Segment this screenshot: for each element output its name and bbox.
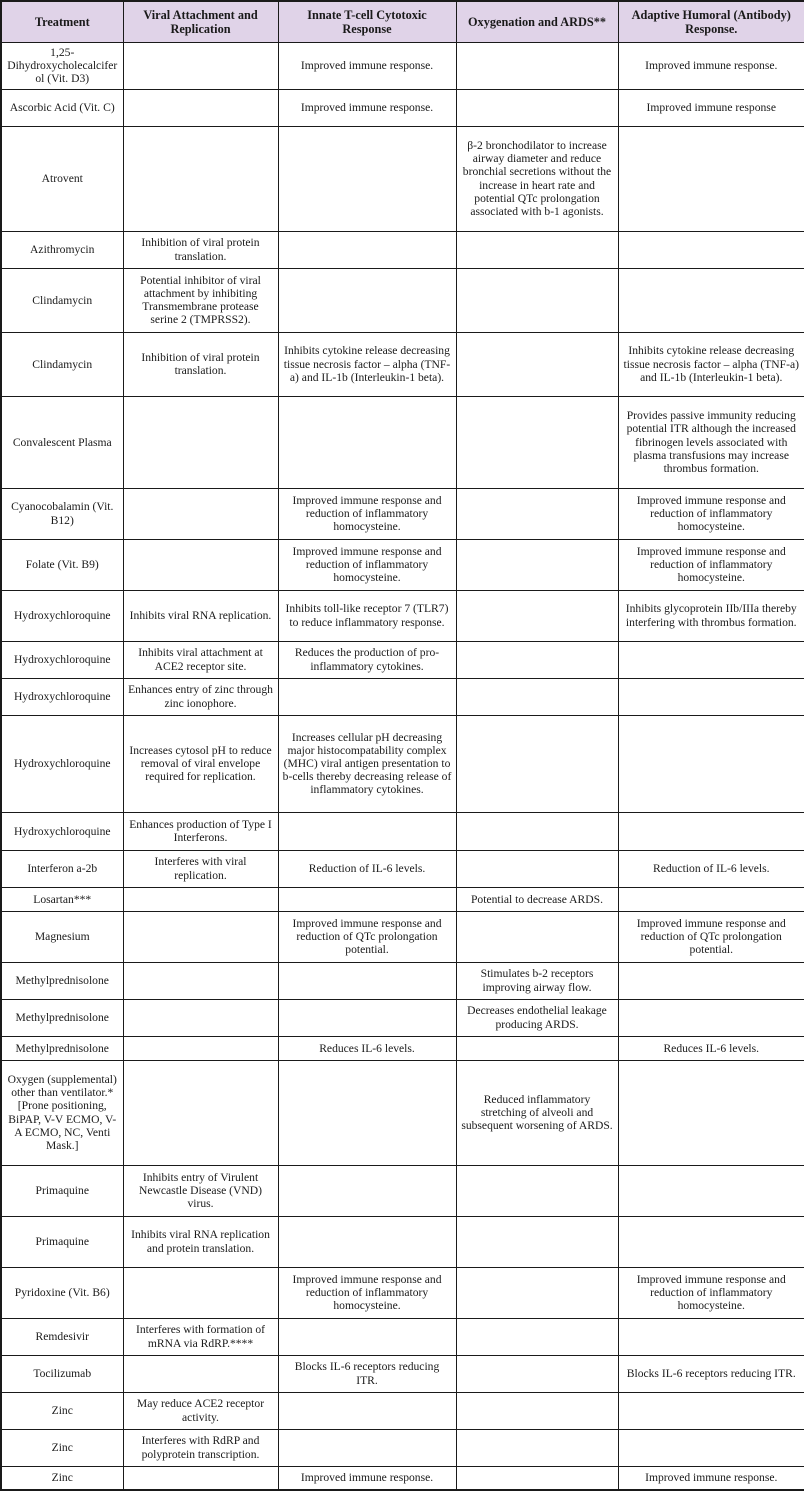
cell-viral-attachment-replication (123, 1355, 278, 1392)
table-body (1, 43, 804, 1490)
cell-viral-attachment-replication (123, 1267, 278, 1318)
cell-innate-tcell-cytotoxic-response (278, 1429, 456, 1466)
cell-oxygenation-ards (456, 850, 618, 887)
header-row (1, 1, 804, 43)
cell-oxygenation-ards: Reduced inflammatory stretching of alveoli and subsequent worsening of ARDS. (456, 1060, 618, 1165)
cell-adaptive-humoral-response (618, 1318, 804, 1355)
cell-innate-tcell-cytotoxic-response (278, 1060, 456, 1165)
cell-adaptive-humoral-response (618, 962, 804, 999)
cell-treatment: Primaquine (1, 1216, 123, 1267)
cell-adaptive-humoral-response (618, 1429, 804, 1466)
cell-innate-tcell-cytotoxic-response (278, 268, 456, 332)
cell-oxygenation-ards (456, 1429, 618, 1466)
cell-viral-attachment-replication (123, 126, 278, 231)
table-row (1, 1355, 804, 1392)
cell-treatment: Hydroxychloroquine (1, 812, 123, 850)
cell-viral-attachment-replication: Enhances entry of zinc through zinc ionophore. (123, 678, 278, 715)
table-row (1, 812, 804, 850)
cell-oxygenation-ards (456, 332, 618, 396)
cell-oxygenation-ards (456, 1466, 618, 1490)
table-row (1, 43, 804, 89)
cell-innate-tcell-cytotoxic-response: Increases cellular pH decreasing major histocompatability complex (MHC) viral antigen presentation to b-cells thereby decreasing release of inflammatory cytokines. (278, 715, 456, 812)
cell-innate-tcell-cytotoxic-response (278, 887, 456, 911)
table-row (1, 1060, 804, 1165)
column-header-innate-tcell-cytotoxic-response: Innate T-cell Cytotoxic Response (278, 1, 456, 43)
cell-innate-tcell-cytotoxic-response (278, 231, 456, 268)
cell-viral-attachment-replication (123, 1060, 278, 1165)
cell-adaptive-humoral-response (618, 678, 804, 715)
cell-treatment: Pyridoxine (Vit. B6) (1, 1267, 123, 1318)
cell-oxygenation-ards: Stimulates b-2 receptors improving airway flow. (456, 962, 618, 999)
cell-oxygenation-ards (456, 590, 618, 641)
cell-adaptive-humoral-response (618, 1392, 804, 1429)
cell-adaptive-humoral-response: Reduces IL-6 levels. (618, 1036, 804, 1060)
cell-oxygenation-ards (456, 43, 618, 89)
cell-adaptive-humoral-response: Inhibits glycoprotein IIb/IIIa thereby interfering with thrombus formation. (618, 590, 804, 641)
cell-adaptive-humoral-response: Provides passive immunity reducing potential ITR although the increased fibrinogen levels associated with plasma transfusions may increase thrombus formation. (618, 396, 804, 488)
cell-treatment: Clindamycin (1, 268, 123, 332)
table-row (1, 1429, 804, 1466)
table-row (1, 1036, 804, 1060)
column-header-treatment: Treatment (1, 1, 123, 43)
cell-innate-tcell-cytotoxic-response: Improved immune response and reduction of inflammatory homocysteine. (278, 488, 456, 539)
cell-viral-attachment-replication: Inhibits viral RNA replication. (123, 590, 278, 641)
cell-treatment: Hydroxychloroquine (1, 641, 123, 678)
table-row (1, 488, 804, 539)
column-header-viral-attachment-replication: Viral Attachment and Replication (123, 1, 278, 43)
cell-treatment: Zinc (1, 1392, 123, 1429)
cell-treatment: Ascorbic Acid (Vit. C) (1, 89, 123, 126)
table-row (1, 1165, 804, 1216)
cell-oxygenation-ards (456, 539, 618, 590)
cell-innate-tcell-cytotoxic-response (278, 1165, 456, 1216)
cell-oxygenation-ards (456, 1216, 618, 1267)
cell-oxygenation-ards (456, 89, 618, 126)
table-row (1, 678, 804, 715)
cell-viral-attachment-replication: Potential inhibitor of viral attachment by inhibiting Transmembrane protease serine 2 (TMPRSS2). (123, 268, 278, 332)
table-row (1, 1392, 804, 1429)
cell-treatment: Zinc (1, 1466, 123, 1490)
cell-oxygenation-ards (456, 678, 618, 715)
cell-innate-tcell-cytotoxic-response: Improved immune response and reduction of inflammatory homocysteine. (278, 539, 456, 590)
cell-treatment: Losartan*** (1, 887, 123, 911)
table-row (1, 1267, 804, 1318)
table-row (1, 396, 804, 488)
cell-innate-tcell-cytotoxic-response (278, 1318, 456, 1355)
cell-viral-attachment-replication: Interferes with formation of mRNA via RdRP.**** (123, 1318, 278, 1355)
cell-viral-attachment-replication (123, 488, 278, 539)
cell-treatment: Convalescent Plasma (1, 396, 123, 488)
cell-adaptive-humoral-response (618, 641, 804, 678)
cell-adaptive-humoral-response: Improved immune response and reduction of inflammatory homocysteine. (618, 1267, 804, 1318)
cell-innate-tcell-cytotoxic-response: Inhibits toll-like receptor 7 (TLR7) to reduce inflammatory response. (278, 590, 456, 641)
cell-treatment: Oxygen (supplemental) other than ventilator.* [Prone positioning, BiPAP, V-V ECMO, V-A ECMO, NC, Venti Mask.] (1, 1060, 123, 1165)
cell-oxygenation-ards (456, 911, 618, 962)
cell-treatment: Cyanocobalamin (Vit. B12) (1, 488, 123, 539)
cell-oxygenation-ards: Potential to decrease ARDS. (456, 887, 618, 911)
table-row (1, 1216, 804, 1267)
cell-oxygenation-ards (456, 1318, 618, 1355)
table-row (1, 962, 804, 999)
cell-treatment: Clindamycin (1, 332, 123, 396)
cell-adaptive-humoral-response (618, 715, 804, 812)
cell-oxygenation-ards (456, 1267, 618, 1318)
cell-adaptive-humoral-response: Improved immune response and reduction of inflammatory homocysteine. (618, 539, 804, 590)
cell-treatment: Methylprednisolone (1, 999, 123, 1036)
cell-viral-attachment-replication: Inhibits viral attachment at ACE2 receptor site. (123, 641, 278, 678)
cell-treatment: 1,25-Dihydroxycholecalciferol (Vit. D3) (1, 43, 123, 89)
cell-adaptive-humoral-response: Improved immune response. (618, 1466, 804, 1490)
cell-adaptive-humoral-response (618, 126, 804, 231)
cell-innate-tcell-cytotoxic-response: Reduces the production of pro-inflammatory cytokines. (278, 641, 456, 678)
cell-oxygenation-ards (456, 715, 618, 812)
cell-oxygenation-ards: β-2 bronchodilator to increase airway diameter and reduce bronchial secretions without the increase in heart rate and potential QTc prolongation associated with b-1 agonists. (456, 126, 618, 231)
cell-treatment: Atrovent (1, 126, 123, 231)
cell-adaptive-humoral-response: Blocks IL-6 receptors reducing ITR. (618, 1355, 804, 1392)
cell-adaptive-humoral-response (618, 231, 804, 268)
cell-innate-tcell-cytotoxic-response: Reduces IL-6 levels. (278, 1036, 456, 1060)
cell-viral-attachment-replication (123, 89, 278, 126)
column-header-adaptive-humoral-response: Adaptive Humoral (Antibody) Response. (618, 1, 804, 43)
cell-innate-tcell-cytotoxic-response (278, 812, 456, 850)
cell-oxygenation-ards (456, 1392, 618, 1429)
cell-adaptive-humoral-response (618, 1060, 804, 1165)
cell-viral-attachment-replication: Interferes with viral replication. (123, 850, 278, 887)
table-row (1, 590, 804, 641)
table-row (1, 850, 804, 887)
cell-viral-attachment-replication (123, 962, 278, 999)
cell-adaptive-humoral-response: Improved immune response and reduction of inflammatory homocysteine. (618, 488, 804, 539)
cell-adaptive-humoral-response: Improved immune response and reduction of QTc prolongation potential. (618, 911, 804, 962)
cell-adaptive-humoral-response (618, 268, 804, 332)
cell-treatment: Hydroxychloroquine (1, 590, 123, 641)
cell-innate-tcell-cytotoxic-response (278, 396, 456, 488)
cell-oxygenation-ards (456, 1165, 618, 1216)
table-row (1, 126, 804, 231)
column-header-oxygenation-ards: Oxygenation and ARDS** (456, 1, 618, 43)
cell-oxygenation-ards: Decreases endothelial leakage producing ARDS. (456, 999, 618, 1036)
cell-treatment: Tocilizumab (1, 1355, 123, 1392)
table-row (1, 911, 804, 962)
cell-oxygenation-ards (456, 488, 618, 539)
table-row (1, 1318, 804, 1355)
cell-innate-tcell-cytotoxic-response: Reduction of IL-6 levels. (278, 850, 456, 887)
cell-treatment: Magnesium (1, 911, 123, 962)
cell-viral-attachment-replication (123, 1036, 278, 1060)
table-row (1, 332, 804, 396)
cell-adaptive-humoral-response (618, 812, 804, 850)
cell-viral-attachment-replication (123, 1466, 278, 1490)
table-row (1, 641, 804, 678)
table-header (1, 1, 804, 43)
cell-innate-tcell-cytotoxic-response (278, 678, 456, 715)
cell-viral-attachment-replication: Increases cytosol pH to reduce removal of viral envelope required for replication. (123, 715, 278, 812)
cell-adaptive-humoral-response (618, 1216, 804, 1267)
cell-innate-tcell-cytotoxic-response (278, 999, 456, 1036)
cell-oxygenation-ards (456, 641, 618, 678)
cell-treatment: Primaquine (1, 1165, 123, 1216)
table-row (1, 999, 804, 1036)
table-row (1, 231, 804, 268)
cell-oxygenation-ards (456, 812, 618, 850)
cell-adaptive-humoral-response: Improved immune response. (618, 43, 804, 89)
cell-innate-tcell-cytotoxic-response: Blocks IL-6 receptors reducing ITR. (278, 1355, 456, 1392)
cell-treatment: Interferon a-2b (1, 850, 123, 887)
table-row (1, 268, 804, 332)
cell-treatment: Folate (Vit. B9) (1, 539, 123, 590)
cell-adaptive-humoral-response (618, 1165, 804, 1216)
cell-oxygenation-ards (456, 1036, 618, 1060)
cell-viral-attachment-replication: Inhibition of viral protein translation. (123, 231, 278, 268)
cell-adaptive-humoral-response: Inhibits cytokine release decreasing tissue necrosis factor – alpha (TNF-a) and IL-1b (Interleukin-1 beta). (618, 332, 804, 396)
cell-viral-attachment-replication: Inhibits entry of Virulent Newcastle Disease (VND) virus. (123, 1165, 278, 1216)
cell-innate-tcell-cytotoxic-response (278, 962, 456, 999)
cell-treatment: Hydroxychloroquine (1, 678, 123, 715)
cell-innate-tcell-cytotoxic-response: Improved immune response and reduction of QTc prolongation potential. (278, 911, 456, 962)
cell-viral-attachment-replication: Inhibition of viral protein translation. (123, 332, 278, 396)
cell-innate-tcell-cytotoxic-response: Improved immune response. (278, 89, 456, 126)
cell-treatment: Methylprednisolone (1, 1036, 123, 1060)
table-row (1, 539, 804, 590)
cell-oxygenation-ards (456, 396, 618, 488)
table-row (1, 715, 804, 812)
cell-adaptive-humoral-response (618, 999, 804, 1036)
cell-adaptive-humoral-response (618, 887, 804, 911)
cell-viral-attachment-replication: Enhances production of Type I Interferons. (123, 812, 278, 850)
cell-innate-tcell-cytotoxic-response (278, 126, 456, 231)
table-row (1, 887, 804, 911)
cell-viral-attachment-replication (123, 539, 278, 590)
cell-oxygenation-ards (456, 231, 618, 268)
cell-viral-attachment-replication (123, 396, 278, 488)
cell-oxygenation-ards (456, 268, 618, 332)
cell-treatment: Azithromycin (1, 231, 123, 268)
cell-adaptive-humoral-response: Improved immune response (618, 89, 804, 126)
cell-treatment: Hydroxychloroquine (1, 715, 123, 812)
table-row (1, 89, 804, 126)
cell-viral-attachment-replication: Interferes with RdRP and polyprotein transcription. (123, 1429, 278, 1466)
cell-viral-attachment-replication (123, 911, 278, 962)
cell-viral-attachment-replication (123, 999, 278, 1036)
cell-innate-tcell-cytotoxic-response: Improved immune response. (278, 1466, 456, 1490)
cell-treatment: Zinc (1, 1429, 123, 1466)
cell-treatment: Remdesivir (1, 1318, 123, 1355)
cell-adaptive-humoral-response: Reduction of IL-6 levels. (618, 850, 804, 887)
cell-viral-attachment-replication (123, 887, 278, 911)
cell-viral-attachment-replication: May reduce ACE2 receptor activity. (123, 1392, 278, 1429)
cell-innate-tcell-cytotoxic-response (278, 1216, 456, 1267)
cell-innate-tcell-cytotoxic-response: Inhibits cytokine release decreasing tissue necrosis factor – alpha (TNF-a) and IL-1b (Interleukin-1 beta). (278, 332, 456, 396)
cell-treatment: Methylprednisolone (1, 962, 123, 999)
cell-viral-attachment-replication (123, 43, 278, 89)
cell-viral-attachment-replication: Inhibits viral RNA replication and protein translation. (123, 1216, 278, 1267)
cell-innate-tcell-cytotoxic-response: Improved immune response. (278, 43, 456, 89)
cell-innate-tcell-cytotoxic-response: Improved immune response and reduction of inflammatory homocysteine. (278, 1267, 456, 1318)
table-row (1, 1466, 804, 1490)
cell-innate-tcell-cytotoxic-response (278, 1392, 456, 1429)
cell-oxygenation-ards (456, 1355, 618, 1392)
